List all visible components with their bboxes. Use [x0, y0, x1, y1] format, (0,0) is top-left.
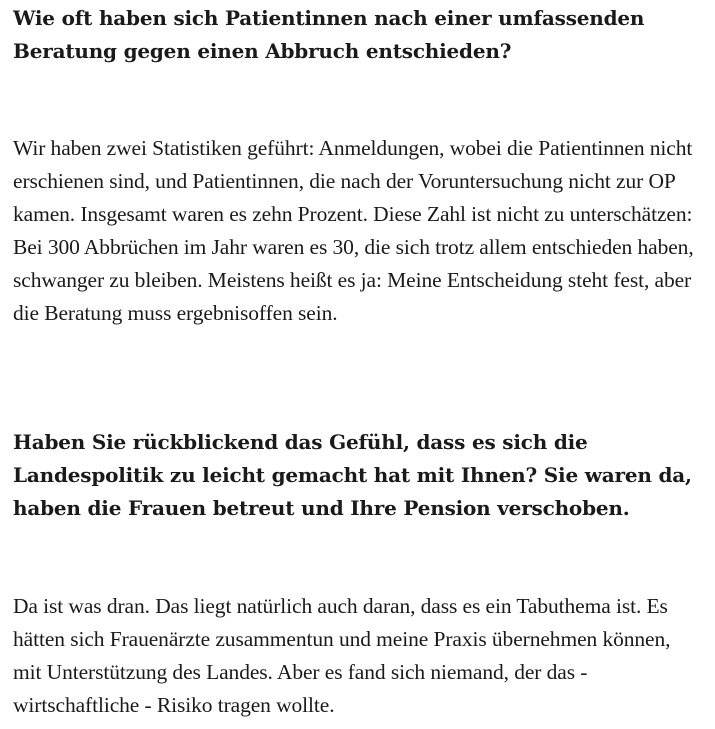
- interview-question-1: Wie oft haben sich Patientinnen nach einer umfassenden Beratung gegen einen Abbruch entschieden?: [13, 6, 645, 63]
- interview-answer-2: Da ist was dran. Das liegt natürlich auch daran, dass es ein Tabuthema ist. Es hätten sich Frauenärzte zusammentun und meine Praxis übernehmen können, mit Unterstützung des Landes. Aber es fand sich niemand, der das - wirtschaftliche - Risiko tragen wollte.: [13, 594, 671, 717]
- interview-question-2: Haben Sie rückblickend das Gefühl, dass es sich die Landespolitik zu leicht gemacht hat mit Ihnen? Sie waren da, haben die Frauen betreut und Ihre Pension verschoben.: [13, 430, 692, 520]
- interview-answer-1: Wir haben zwei Statistiken geführt: Anmeldungen, wobei die Patientinnen nicht erschienen sind, und Patientinnen, die nach der Voruntersuchung nicht zur OP kamen. Insgesamt waren es zehn Prozent. Diese Zahl ist nicht zu unterschätzen: Bei 300 Abbrüchen im Jahr waren es 30, die sich trotz allem entschieden haben, schwanger zu bleiben. Meistens heißt es ja: Meine Entscheidung steht fest, aber die Beratung muss ergebnisoffen sein.: [13, 136, 694, 325]
